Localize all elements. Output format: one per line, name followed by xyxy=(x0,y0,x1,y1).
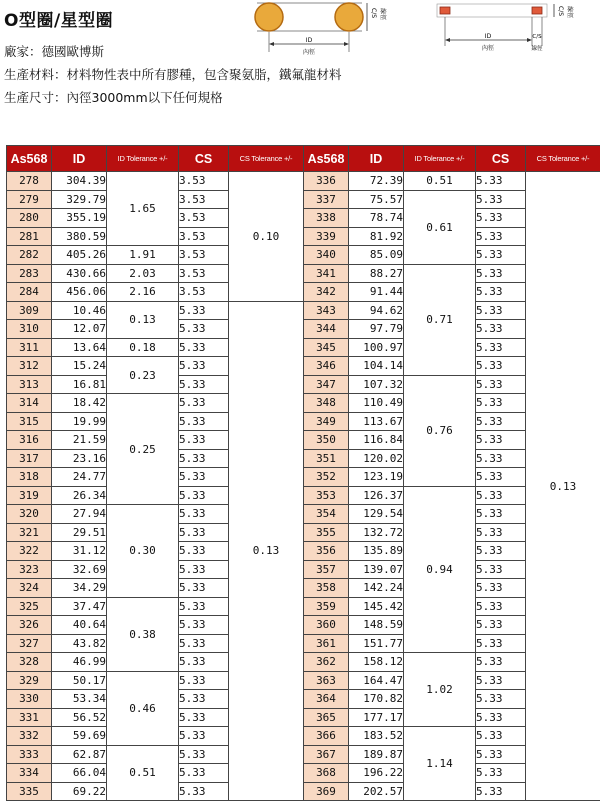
id-cell: 107.32 xyxy=(349,375,404,394)
id-cell: 24.77 xyxy=(52,468,107,487)
id-cell: 126.37 xyxy=(349,486,404,505)
cs-tolerance-cell: 0.13 xyxy=(526,172,600,801)
header-cs-tol-right: CS Tolerance +/- xyxy=(526,146,600,172)
header-id-tol-left: ID Tolerance +/- xyxy=(107,146,179,172)
id-tolerance-cell: 0.94 xyxy=(404,486,476,653)
as568-cell: 319 xyxy=(7,486,52,505)
table-row xyxy=(7,597,600,616)
table-row xyxy=(7,468,600,487)
as568-cell: 341 xyxy=(304,264,349,283)
cs-cell: 5.33 xyxy=(476,264,526,283)
table-row xyxy=(7,301,600,320)
id-cell: 29.51 xyxy=(52,523,107,542)
id-cell: 97.79 xyxy=(349,320,404,339)
cs-cell: 5.33 xyxy=(476,690,526,709)
oring-spec-table xyxy=(6,145,600,801)
cs-cell: 3.53 xyxy=(179,190,229,209)
as568-cell: 335 xyxy=(7,782,52,801)
cs-cell: 5.33 xyxy=(179,579,229,598)
id-cell: 380.59 xyxy=(52,227,107,246)
cs-cell: 5.33 xyxy=(476,708,526,727)
as568-cell: 314 xyxy=(7,394,52,413)
as568-cell: 333 xyxy=(7,745,52,764)
id-cell: 18.42 xyxy=(52,394,107,413)
cs-cell: 5.33 xyxy=(476,357,526,376)
as568-cell: 363 xyxy=(304,671,349,690)
id-cell: 72.39 xyxy=(349,172,404,191)
table-row xyxy=(7,412,600,431)
cs-cell: 5.33 xyxy=(179,560,229,579)
id-cell: 40.64 xyxy=(52,616,107,635)
id-cell: 32.69 xyxy=(52,560,107,579)
diagram-cs-cn-label-bottom: 線徑 xyxy=(531,44,543,52)
cs-cell: 5.33 xyxy=(476,653,526,672)
id-cell: 23.16 xyxy=(52,449,107,468)
header-cs-right: CS xyxy=(476,146,526,172)
id-tolerance-cell: 0.51 xyxy=(404,172,476,191)
cs-cell: 5.33 xyxy=(179,320,229,339)
as568-cell: 316 xyxy=(7,431,52,450)
page-title: O型圈/星型圈 xyxy=(4,6,113,31)
as568-cell: 315 xyxy=(7,412,52,431)
as568-cell: 358 xyxy=(304,579,349,598)
table-row xyxy=(7,690,600,709)
id-cell: 59.69 xyxy=(52,727,107,746)
cs-cell: 5.33 xyxy=(179,542,229,561)
cs-cell: 5.33 xyxy=(179,671,229,690)
as568-cell: 342 xyxy=(304,283,349,302)
cs-cell: 5.33 xyxy=(179,634,229,653)
table-row xyxy=(7,542,600,561)
id-cell: 81.92 xyxy=(349,227,404,246)
as568-cell: 347 xyxy=(304,375,349,394)
as568-cell: 337 xyxy=(304,190,349,209)
id-tolerance-cell: 2.03 xyxy=(107,264,179,283)
id-cell: 355.19 xyxy=(52,209,107,228)
cs-cell: 5.33 xyxy=(179,431,229,450)
cs-cell: 5.33 xyxy=(476,560,526,579)
cs-cell: 5.33 xyxy=(476,616,526,635)
table-row xyxy=(7,708,600,727)
id-cell: 31.12 xyxy=(52,542,107,561)
id-cell: 88.27 xyxy=(349,264,404,283)
cs-cell: 5.33 xyxy=(476,320,526,339)
id-tolerance-cell: 1.14 xyxy=(404,727,476,801)
header-as568-right: As568 xyxy=(304,146,349,172)
size-info: 生產尺寸：內徑3000mm以下任何規格 xyxy=(4,88,223,106)
as568-cell: 323 xyxy=(7,560,52,579)
table-row xyxy=(7,745,600,764)
id-cell: 43.82 xyxy=(52,634,107,653)
id-cell: 129.54 xyxy=(349,505,404,524)
diagram-cs-cn-label-side: 線徑 xyxy=(566,6,574,18)
cs-cell: 3.53 xyxy=(179,246,229,265)
id-cell: 135.89 xyxy=(349,542,404,561)
id-cell: 37.47 xyxy=(52,597,107,616)
id-tolerance-cell: 1.02 xyxy=(404,653,476,727)
as568-cell: 355 xyxy=(304,523,349,542)
table-row xyxy=(7,394,600,413)
cs-cell: 5.33 xyxy=(476,375,526,394)
id-cell: 27.94 xyxy=(52,505,107,524)
as568-cell: 280 xyxy=(7,209,52,228)
as568-cell: 282 xyxy=(7,246,52,265)
material-info: 生產材料：材料物性表中所有膠種，包含聚氨脂，鐵氟龍材料 xyxy=(4,65,342,83)
header-id-tol-right: ID Tolerance +/- xyxy=(404,146,476,172)
star-ring-section-left xyxy=(440,7,450,14)
cs-cell: 3.53 xyxy=(179,209,229,228)
id-cell: 142.24 xyxy=(349,579,404,598)
cs-cell: 5.33 xyxy=(179,616,229,635)
cs-tolerance-cell: 0.13 xyxy=(229,301,304,801)
cs-cell: 5.33 xyxy=(476,505,526,524)
cs-cell: 5.33 xyxy=(179,468,229,487)
id-cell: 94.62 xyxy=(349,301,404,320)
table-row xyxy=(7,486,600,505)
id-cell: 10.46 xyxy=(52,301,107,320)
as568-cell: 317 xyxy=(7,449,52,468)
cs-cell: 5.33 xyxy=(476,671,526,690)
id-cell: 183.52 xyxy=(349,727,404,746)
cs-cell: 3.53 xyxy=(179,264,229,283)
o-ring-diagram xyxy=(252,0,390,62)
table-row xyxy=(7,653,600,672)
table-header-row xyxy=(7,146,600,172)
table-row xyxy=(7,782,600,801)
id-tolerance-cell: 0.76 xyxy=(404,375,476,486)
cs-cell: 5.33 xyxy=(179,301,229,320)
id-cell: 62.87 xyxy=(52,745,107,764)
id-tolerance-cell: 0.30 xyxy=(107,505,179,598)
as568-cell: 283 xyxy=(7,264,52,283)
cs-cell: 5.33 xyxy=(179,486,229,505)
cs-cell: 5.33 xyxy=(476,431,526,450)
table-row xyxy=(7,505,600,524)
cs-cell: 5.33 xyxy=(476,412,526,431)
id-cell: 145.42 xyxy=(349,597,404,616)
as568-cell: 359 xyxy=(304,597,349,616)
as568-cell: 346 xyxy=(304,357,349,376)
table-row xyxy=(7,727,600,746)
diagram-cs-label: C/S xyxy=(370,8,377,18)
cs-cell: 5.33 xyxy=(476,209,526,228)
cs-cell: 5.33 xyxy=(179,394,229,413)
cs-cell: 5.33 xyxy=(179,727,229,746)
as568-cell: 369 xyxy=(304,782,349,801)
id-cell: 304.39 xyxy=(52,172,107,191)
table-row xyxy=(7,209,600,228)
cs-cell: 5.33 xyxy=(179,764,229,783)
id-cell: 116.84 xyxy=(349,431,404,450)
as568-cell: 339 xyxy=(304,227,349,246)
diagram-cs-cn-label: 線徑 xyxy=(379,8,387,20)
cs-cell: 5.33 xyxy=(179,375,229,394)
as568-cell: 340 xyxy=(304,246,349,265)
as568-cell: 357 xyxy=(304,560,349,579)
cs-cell: 5.33 xyxy=(476,597,526,616)
as568-cell: 284 xyxy=(7,283,52,302)
id-tolerance-cell: 1.91 xyxy=(107,246,179,265)
as568-cell: 322 xyxy=(7,542,52,561)
id-cell: 132.72 xyxy=(349,523,404,542)
id-cell: 113.67 xyxy=(349,412,404,431)
o-ring-section-left xyxy=(255,3,283,31)
id-cell: 139.07 xyxy=(349,560,404,579)
id-cell: 66.04 xyxy=(52,764,107,783)
table-row xyxy=(7,634,600,653)
cs-cell: 5.33 xyxy=(476,542,526,561)
table-row xyxy=(7,338,600,357)
id-cell: 15.24 xyxy=(52,357,107,376)
id-cell: 202.57 xyxy=(349,782,404,801)
id-cell: 329.79 xyxy=(52,190,107,209)
table-row xyxy=(7,764,600,783)
cs-cell: 5.33 xyxy=(179,505,229,524)
cs-cell: 5.33 xyxy=(179,357,229,376)
id-cell: 21.59 xyxy=(52,431,107,450)
cs-cell: 5.33 xyxy=(476,246,526,265)
cs-cell: 5.33 xyxy=(476,727,526,746)
as568-cell: 366 xyxy=(304,727,349,746)
as568-cell: 354 xyxy=(304,505,349,524)
cs-cell: 5.33 xyxy=(179,412,229,431)
id-cell: 50.17 xyxy=(52,671,107,690)
header-cs-left: CS xyxy=(179,146,229,172)
id-cell: 164.47 xyxy=(349,671,404,690)
table-row xyxy=(7,560,600,579)
id-cell: 16.81 xyxy=(52,375,107,394)
table-row xyxy=(7,264,600,283)
cs-cell: 5.33 xyxy=(476,394,526,413)
as568-cell: 344 xyxy=(304,320,349,339)
id-cell: 53.34 xyxy=(52,690,107,709)
cs-cell: 5.33 xyxy=(476,283,526,302)
id-tolerance-cell: 1.65 xyxy=(107,172,179,246)
as568-cell: 360 xyxy=(304,616,349,635)
id-cell: 170.82 xyxy=(349,690,404,709)
id-cell: 34.29 xyxy=(52,579,107,598)
as568-cell: 361 xyxy=(304,634,349,653)
as568-cell: 324 xyxy=(7,579,52,598)
table-row xyxy=(7,190,600,209)
as568-cell: 345 xyxy=(304,338,349,357)
as568-cell: 349 xyxy=(304,412,349,431)
id-cell: 456.06 xyxy=(52,283,107,302)
as568-cell: 312 xyxy=(7,357,52,376)
factory-info: 廠家：德國歐博斯 xyxy=(4,42,104,60)
id-tolerance-cell: 0.18 xyxy=(107,338,179,357)
id-cell: 405.26 xyxy=(52,246,107,265)
as568-cell: 348 xyxy=(304,394,349,413)
id-cell: 19.99 xyxy=(52,412,107,431)
table-row xyxy=(7,449,600,468)
id-cell: 120.02 xyxy=(349,449,404,468)
table-body xyxy=(7,172,600,801)
as568-cell: 365 xyxy=(304,708,349,727)
table-row xyxy=(7,375,600,394)
id-cell: 78.74 xyxy=(349,209,404,228)
id-tolerance-cell: 2.16 xyxy=(107,283,179,302)
cs-tolerance-cell: 0.10 xyxy=(229,172,304,302)
id-tolerance-cell: 0.51 xyxy=(107,745,179,801)
cs-cell: 5.33 xyxy=(179,338,229,357)
cs-cell: 5.33 xyxy=(179,597,229,616)
id-tolerance-cell: 0.23 xyxy=(107,357,179,394)
as568-cell: 313 xyxy=(7,375,52,394)
cs-cell: 5.33 xyxy=(476,190,526,209)
id-tolerance-cell: 0.25 xyxy=(107,394,179,505)
as568-cell: 328 xyxy=(7,653,52,672)
cs-cell: 5.33 xyxy=(476,172,526,191)
cs-cell: 3.53 xyxy=(179,283,229,302)
cs-cell: 5.33 xyxy=(476,764,526,783)
cs-cell: 5.33 xyxy=(476,486,526,505)
cs-cell: 5.33 xyxy=(476,634,526,653)
cs-cell: 5.33 xyxy=(179,708,229,727)
as568-cell: 326 xyxy=(7,616,52,635)
as568-cell: 318 xyxy=(7,468,52,487)
id-tolerance-cell: 0.61 xyxy=(404,190,476,264)
cs-cell: 5.33 xyxy=(179,449,229,468)
id-cell: 13.64 xyxy=(52,338,107,357)
as568-cell: 321 xyxy=(7,523,52,542)
table-row xyxy=(7,172,600,191)
as568-cell: 362 xyxy=(304,653,349,672)
table-row xyxy=(7,283,600,302)
id-cell: 177.17 xyxy=(349,708,404,727)
table-row xyxy=(7,246,600,265)
diagram-cs-label-side: C/S xyxy=(557,6,564,16)
cs-cell: 5.33 xyxy=(476,468,526,487)
as568-cell: 368 xyxy=(304,764,349,783)
as568-cell: 311 xyxy=(7,338,52,357)
id-cell: 148.59 xyxy=(349,616,404,635)
id-cell: 110.49 xyxy=(349,394,404,413)
as568-cell: 310 xyxy=(7,320,52,339)
as568-cell: 338 xyxy=(304,209,349,228)
header-as568-left: As568 xyxy=(7,146,52,172)
table-row xyxy=(7,579,600,598)
id-cell: 85.09 xyxy=(349,246,404,265)
as568-cell: 334 xyxy=(7,764,52,783)
as568-cell: 343 xyxy=(304,301,349,320)
table-row xyxy=(7,523,600,542)
as568-cell: 332 xyxy=(7,727,52,746)
table-row xyxy=(7,357,600,376)
cs-cell: 5.33 xyxy=(476,579,526,598)
id-cell: 158.12 xyxy=(349,653,404,672)
header-cs-tol-left: CS Tolerance +/- xyxy=(229,146,304,172)
as568-cell: 320 xyxy=(7,505,52,524)
diagram-id-cn-label: 內徑 xyxy=(303,48,315,56)
as568-cell: 281 xyxy=(7,227,52,246)
id-cell: 56.52 xyxy=(52,708,107,727)
cs-cell: 5.33 xyxy=(179,653,229,672)
as568-cell: 331 xyxy=(7,708,52,727)
id-cell: 123.19 xyxy=(349,468,404,487)
id-tolerance-cell: 0.71 xyxy=(404,264,476,375)
cs-cell: 5.33 xyxy=(476,338,526,357)
star-ring-section-right xyxy=(532,7,542,14)
diagram-cs-label-bottom: C/S xyxy=(532,34,542,40)
as568-cell: 336 xyxy=(304,172,349,191)
diagram-id-label: ID xyxy=(306,37,313,44)
diagram-id-cn-label-2: 內徑 xyxy=(482,44,494,52)
as568-cell: 350 xyxy=(304,431,349,450)
id-cell: 104.14 xyxy=(349,357,404,376)
id-cell: 75.57 xyxy=(349,190,404,209)
as568-cell: 309 xyxy=(7,301,52,320)
as568-cell: 353 xyxy=(304,486,349,505)
cs-cell: 5.33 xyxy=(179,782,229,801)
id-tolerance-cell: 0.13 xyxy=(107,301,179,338)
as568-cell: 278 xyxy=(7,172,52,191)
cs-cell: 5.33 xyxy=(179,690,229,709)
cs-cell: 5.33 xyxy=(179,523,229,542)
id-cell: 46.99 xyxy=(52,653,107,672)
cs-cell: 5.33 xyxy=(476,782,526,801)
as568-cell: 327 xyxy=(7,634,52,653)
as568-cell: 364 xyxy=(304,690,349,709)
table-row xyxy=(7,616,600,635)
cs-cell: 3.53 xyxy=(179,227,229,246)
table-row xyxy=(7,320,600,339)
cs-cell: 5.33 xyxy=(476,523,526,542)
header-id-right: ID xyxy=(349,146,404,172)
as568-cell: 325 xyxy=(7,597,52,616)
cs-cell: 5.33 xyxy=(179,745,229,764)
header-id-left: ID xyxy=(52,146,107,172)
as568-cell: 352 xyxy=(304,468,349,487)
cs-cell: 5.33 xyxy=(476,227,526,246)
id-cell: 12.07 xyxy=(52,320,107,339)
diagram-id-label-2: ID xyxy=(485,33,492,40)
id-cell: 26.34 xyxy=(52,486,107,505)
id-cell: 69.22 xyxy=(52,782,107,801)
id-cell: 100.97 xyxy=(349,338,404,357)
cs-cell: 5.33 xyxy=(476,745,526,764)
cs-cell: 5.33 xyxy=(476,301,526,320)
id-tolerance-cell: 0.46 xyxy=(107,671,179,745)
id-cell: 430.66 xyxy=(52,264,107,283)
table-row xyxy=(7,431,600,450)
id-cell: 196.22 xyxy=(349,764,404,783)
cs-cell: 3.53 xyxy=(179,172,229,191)
id-cell: 91.44 xyxy=(349,283,404,302)
id-tolerance-cell: 0.38 xyxy=(107,597,179,671)
table-row xyxy=(7,227,600,246)
as568-cell: 329 xyxy=(7,671,52,690)
as568-cell: 356 xyxy=(304,542,349,561)
id-cell: 189.87 xyxy=(349,745,404,764)
id-cell: 151.77 xyxy=(349,634,404,653)
star-ring-diagram xyxy=(432,0,600,62)
as568-cell: 330 xyxy=(7,690,52,709)
cs-cell: 5.33 xyxy=(476,449,526,468)
o-ring-section-right xyxy=(335,3,363,31)
table-row xyxy=(7,671,600,690)
as568-cell: 367 xyxy=(304,745,349,764)
as568-cell: 279 xyxy=(7,190,52,209)
as568-cell: 351 xyxy=(304,449,349,468)
